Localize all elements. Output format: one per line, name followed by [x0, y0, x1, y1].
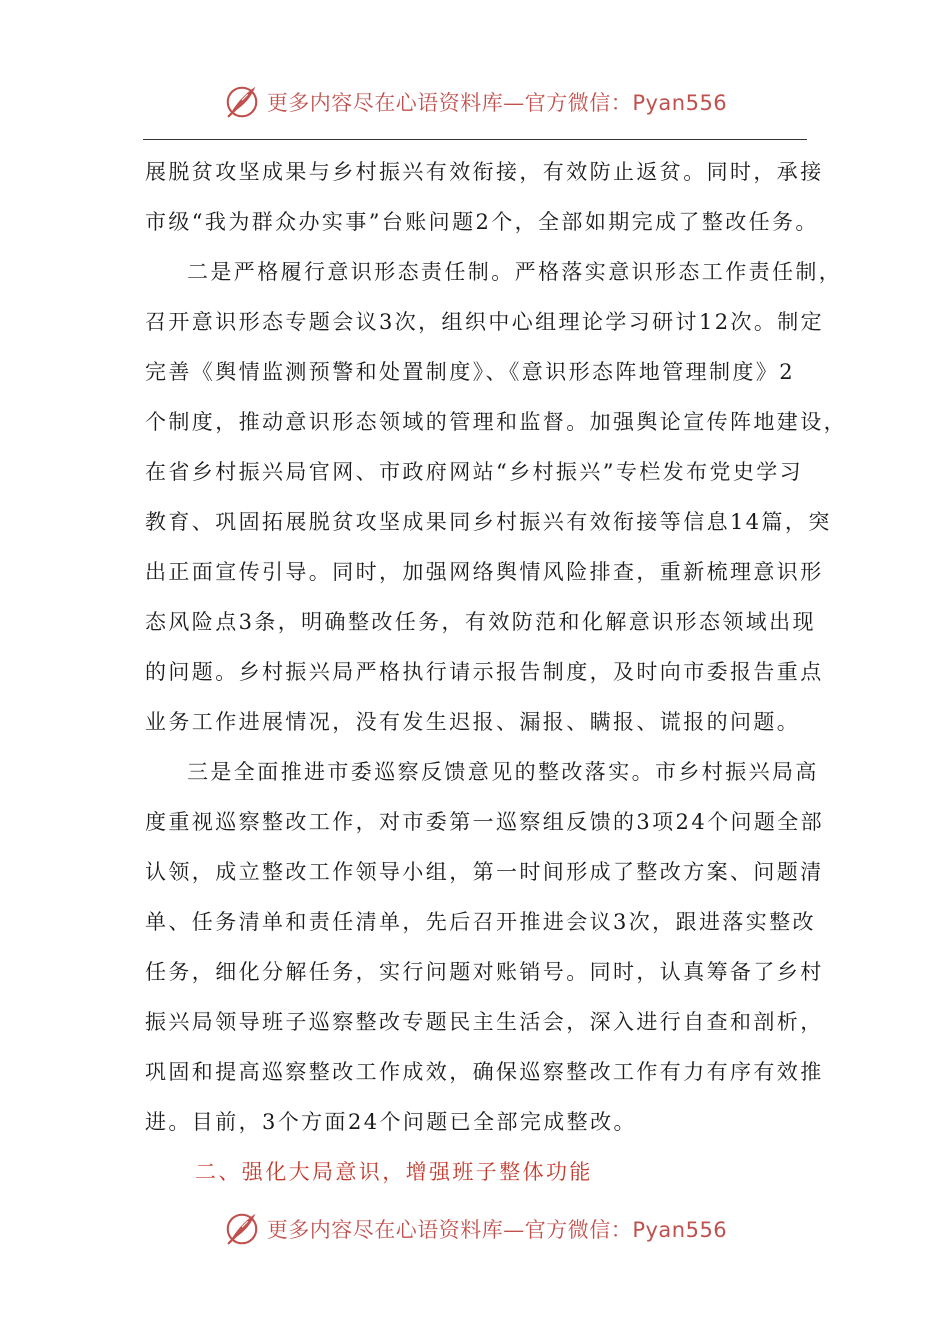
header-banner-inner: [223, 83, 727, 121]
header-wechat-id: Pyan556: [632, 91, 728, 115]
body-line: 在省乡村振兴局官网、市政府网站“乡村振兴”专栏发布党史学习: [145, 460, 804, 484]
body-line: 单、任务清单和责任清单，先后召开推进会议3次，跟进落实整改: [145, 910, 816, 934]
quill-pen-logo-icon: [223, 83, 261, 121]
footer-banner-label: 更多内容尽在心语资料库—官方微信：: [266, 1218, 633, 1242]
body-line: 个制度，推动意识形态领域的管理和监督。加强舆论宣传阵地建设，: [145, 410, 847, 434]
quill-pen-logo-icon: [223, 1210, 261, 1248]
body-line: 展脱贫攻坚成果与乡村振兴有效衔接，有效防止返贫。同时，承接: [145, 160, 824, 184]
section-heading: 二、强化大局意识，增强班子整体功能: [195, 1160, 593, 1184]
body-line: 召开意识形态专题会议3次，组织中心组理论学习研讨12次。制定: [145, 310, 825, 334]
body-line: 巩固和提高巡察整改工作成效，确保巡察整改工作有力有序有效推: [145, 1060, 824, 1084]
body-line: 完善《舆情监测预警和处置制度》、《意识形态阵地管理制度》2: [145, 360, 795, 384]
body-line: 的问题。乡村振兴局严格执行请示报告制度，及时向市委报告重点: [145, 660, 824, 684]
body-line: 教育、巩固拓展脱贫攻坚成果同乡村振兴有效衔接等信息14篇，突: [145, 510, 832, 534]
body-line: 任务，细化分解任务，实行问题对账销号。同时，认真筹备了乡村: [145, 960, 824, 984]
body-line: 出正面宣传引导。同时，加强网络舆情风险排查，重新梳理意识形: [145, 560, 824, 584]
body-line: 业务工作进展情况，没有发生迟报、漏报、瞒报、谎报的问题。: [145, 710, 801, 734]
body-line: 度重视巡察整改工作，对市委第一巡察组反馈的3项24个问题全部: [145, 810, 825, 834]
header-banner-label: 更多内容尽在心语资料库—官方微信：: [266, 91, 633, 115]
document-body: [145, 147, 847, 1197]
footer-banner-inner: [223, 1210, 727, 1248]
footer-banner: [0, 1209, 950, 1249]
body-line: 振兴局领导班子巡察整改专题民主生活会，深入进行自查和剖析，: [145, 1010, 824, 1034]
body-line: 二是严格履行意识形态责任制。严格落实意识形态工作责任制，: [187, 260, 843, 284]
body-line: 市级“我为群众办实事”台账问题2个，全部如期完成了整改任务。: [145, 210, 819, 234]
body-line: 态风险点3条，明确整改任务，有效防范和化解意识形态领域出现: [145, 610, 816, 634]
body-line: 三是全面推进市委巡察反馈意见的整改落实。市乡村振兴局高: [187, 760, 819, 784]
footer-banner-text: [267, 1214, 727, 1244]
header-divider: [143, 139, 807, 140]
body-line: 进。目前，3个方面24个问题已全部完成整改。: [145, 1110, 637, 1134]
footer-wechat-id: Pyan556: [632, 1218, 728, 1242]
header-banner: [0, 82, 950, 122]
header-banner-text: [267, 87, 727, 117]
body-line: 认领，成立整改工作领导小组，第一时间形成了整改方案、问题清: [145, 860, 824, 884]
